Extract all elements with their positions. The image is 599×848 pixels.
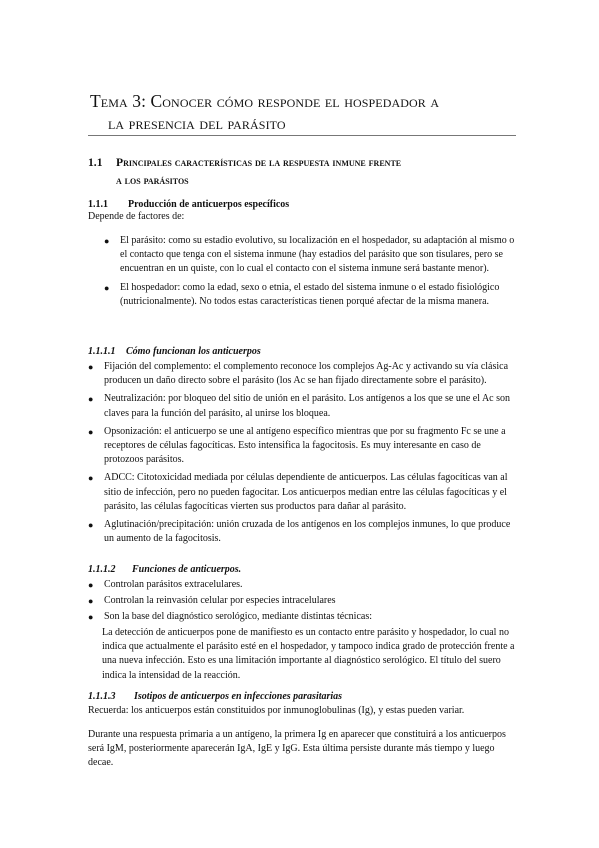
bullet-icon: ● xyxy=(88,473,94,484)
bullet-icon: ● xyxy=(88,612,94,623)
subsection-title: Funciones de anticuerpos. xyxy=(132,564,242,575)
list-item: ● Aglutinación/precipitación: unión cruzada de los antígenos en los complejos inmunes, lo que produce un aumento de la fagocitosis. xyxy=(88,519,511,545)
bullet-icon: ● xyxy=(88,580,94,590)
bullet-icon: ● xyxy=(104,282,110,293)
subsection-heading-1-1-1 xyxy=(88,199,289,210)
list-item: ● El parásito: como su estadio evolutivo, su localización en el hospedador, su adaptación al mismo o el contacto que tenga con el sistema inmune (hay estadios del parásito que son tisulares, pero se encuentran en un quiste, con lo cual el contacto con el sistema inmune será bastante menor). xyxy=(104,235,515,275)
chapter-title-line2: la presencia del parásito xyxy=(108,113,286,133)
list-item: ● Fijación del complemento: el complemento reconoce los complejos Ag-Ac y activando su vía clásica producen un daño directo sobre el parásito (los Ac se han fijado directamente sobre el parásito). xyxy=(88,361,509,387)
bullet-icon: ● xyxy=(88,520,94,531)
subsection-heading-1-1-1-2 xyxy=(88,564,241,575)
section-title-line1: Principales características de la respuesta inmune frente xyxy=(116,156,402,169)
list-item: ● El hospedador: como la edad, sexo o etnia, el estado del sistema inmune o el estado fisiológico (nutricionalmente). No todos estas características tienen porqué afectar de la misma manera. xyxy=(104,281,500,307)
paragraph-isotypes: Durante una respuesta primaria a un antígeno, la primera Ig en aparecer que constituirá a los anticuerpos será IgM, posteriormente aparecerán IgA, IgE y IgG. Esta última persiste durante más tiempo y luego decae. xyxy=(88,729,506,769)
subsection-heading-1-1-1-3 xyxy=(88,691,342,702)
list-item: ● Controlan la reinvasión celular por especies intracelulares xyxy=(104,594,518,608)
functions-list xyxy=(88,578,518,625)
subsection-number: 1.1.1 xyxy=(88,199,108,210)
subsection-heading-1-1-1-1 xyxy=(88,346,261,357)
antibody-functions-list xyxy=(88,360,518,550)
subsection-number: 1.1.1.1 xyxy=(88,346,116,357)
bullet-icon: ● xyxy=(88,394,94,405)
list-item: ● Opsonización: el anticuerpo se une al antígeno específico mientras que por su fragmento Fc se une a receptores de células fagocíticas. Esto intensifica la fagocitosis. Es muy interesante en caso de protozoos parásitos. xyxy=(88,425,506,466)
section-heading xyxy=(88,154,518,190)
chapter-title-line1: Tema 3: Conocer cómo responde el hospedador a xyxy=(90,91,440,111)
list-item: ● ADCC: Citotoxicidad mediada por células dependiente de anticuerpos. Las células fagocíticas van al sitio de infección, pero no pueden fagocitar. Los anticuerpos median entre las células fagocíticas y el parásito, las células fagocíticas vierten sus productos para dañar al parásito. xyxy=(88,472,508,512)
bullet-icon: ● xyxy=(88,596,94,607)
title-divider xyxy=(88,135,516,136)
bullet-icon: ● xyxy=(104,236,110,246)
bullet-icon: ● xyxy=(88,426,94,437)
subsection-title: Cómo funcionan los anticuerpos xyxy=(126,346,261,357)
bullet-icon: ● xyxy=(88,362,94,372)
chapter-title xyxy=(90,90,530,134)
section-number: 1.1 xyxy=(88,156,103,169)
subsection-title: Producción de anticuerpos específicos xyxy=(128,199,290,210)
factors-list xyxy=(104,234,515,313)
section-title-line2: a los parásitos xyxy=(116,174,189,187)
list-item: ● Neutralización: por bloqueo del sitio de unión en el parásito. Los antígenos a los que se une el Ac son claves para la función del parásito, al unirse los bloquea. xyxy=(88,393,511,419)
paragraph-recuerda: Recuerda: los anticuerpos están constituidos por inmunoglobulinas (Ig), y estas pueden variar. xyxy=(88,705,465,716)
list-item: ● Son la base del diagnóstico serológico, mediante distintas técnicas: xyxy=(104,610,518,624)
subsection-number: 1.1.1.3 xyxy=(88,691,116,702)
list-item: ● Controlan parásitos extracelulares. xyxy=(104,578,518,592)
serology-paragraph: La detección de anticuerpos pone de manifiesto es un contacto entre parásito y hospedador, lo cual no indica que actualmente el parásito esté en el hospedador, y tampoco indica grado de protección frente a una nueva infección. Esto es una limitación importante al diagnóstico serológico. El título del suero indica la intensidad de la reacción. xyxy=(102,627,515,681)
subsection-title: Isotipos de anticuerpos en infecciones parasitarias xyxy=(134,691,343,702)
subsection-number: 1.1.1.2 xyxy=(88,564,116,575)
paragraph-intro: Depende de factores de: xyxy=(88,211,185,222)
